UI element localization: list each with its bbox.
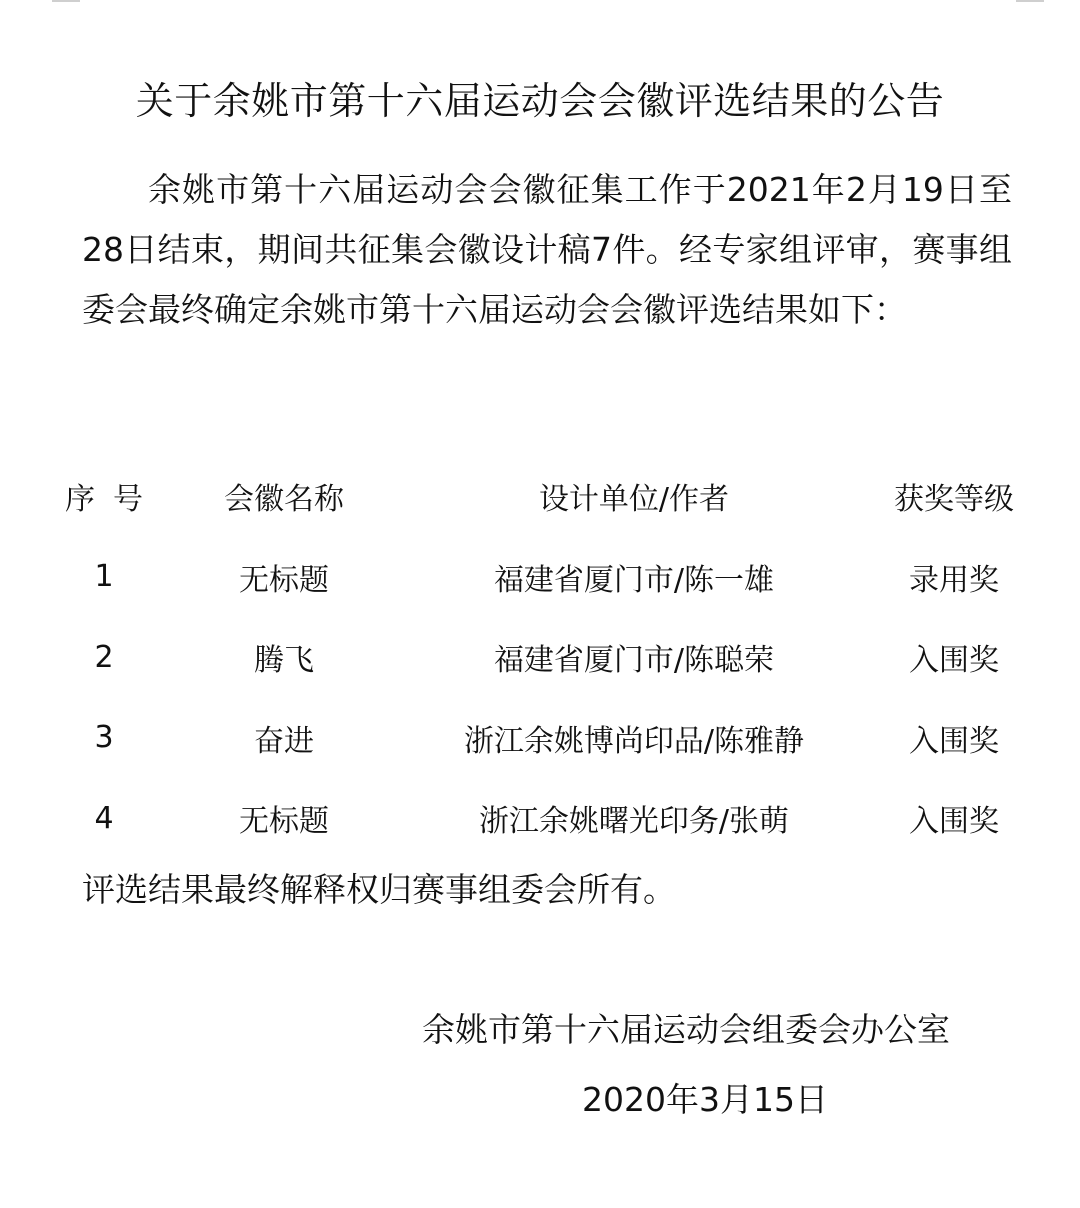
cell-no: 2 — [94, 639, 114, 675]
header-name: 会徽名称 — [224, 482, 344, 518]
signature-organization: 余姚市第十六届运动会组委会办公室 — [422, 1010, 950, 1049]
table-header-row — [44, 456, 1044, 537]
cell-award: 入围奖 — [909, 723, 999, 759]
top-edge-mark — [52, 0, 80, 2]
cell-name: 无标题 — [239, 562, 329, 598]
cell-designer: 福建省厦门市/陈聪荣 — [493, 643, 775, 679]
intro-paragraph: 余姚市第十六届运动会会徽征集工作于2021年2月19日至28日结束，期间共征集会徽设计稿7件。经专家组评审，赛事组委会最终确定余姚市第十六届运动会会徽评选结果如下： — [82, 170, 1012, 329]
header-designer: 设计单位/作者 — [538, 482, 730, 518]
table-row — [44, 537, 1044, 618]
cell-name: 腾飞 — [254, 643, 314, 679]
cell-award: 录用奖 — [909, 562, 999, 598]
announcement-title: 关于余姚市第十六届运动会会徽评选结果的公告 — [135, 79, 945, 124]
rights-note: 评选结果最终解释权归赛事组委会所有。 — [82, 870, 676, 909]
cell-no: 1 — [94, 559, 114, 595]
results-table — [44, 456, 1044, 859]
signature-date: 2020年3月15日 — [582, 1080, 828, 1119]
cell-designer: 福建省厦门市/陈一雄 — [493, 562, 775, 598]
table-row — [44, 778, 1044, 859]
cell-designer: 浙江余姚曙光印务/张萌 — [478, 804, 790, 840]
cell-award: 入围奖 — [909, 643, 999, 679]
header-award: 获奖等级 — [894, 482, 1014, 518]
cell-no: 3 — [94, 720, 114, 756]
table-row — [44, 617, 1044, 698]
header-no: 序号 — [65, 482, 161, 518]
cell-name: 无标题 — [239, 804, 329, 840]
cell-name: 奋进 — [254, 723, 314, 759]
cell-award: 入围奖 — [909, 804, 999, 840]
table-row — [44, 698, 1044, 779]
top-edge-mark — [1016, 0, 1044, 2]
cell-designer: 浙江余姚博尚印品/陈雅静 — [463, 723, 805, 759]
cell-no: 4 — [94, 800, 114, 836]
